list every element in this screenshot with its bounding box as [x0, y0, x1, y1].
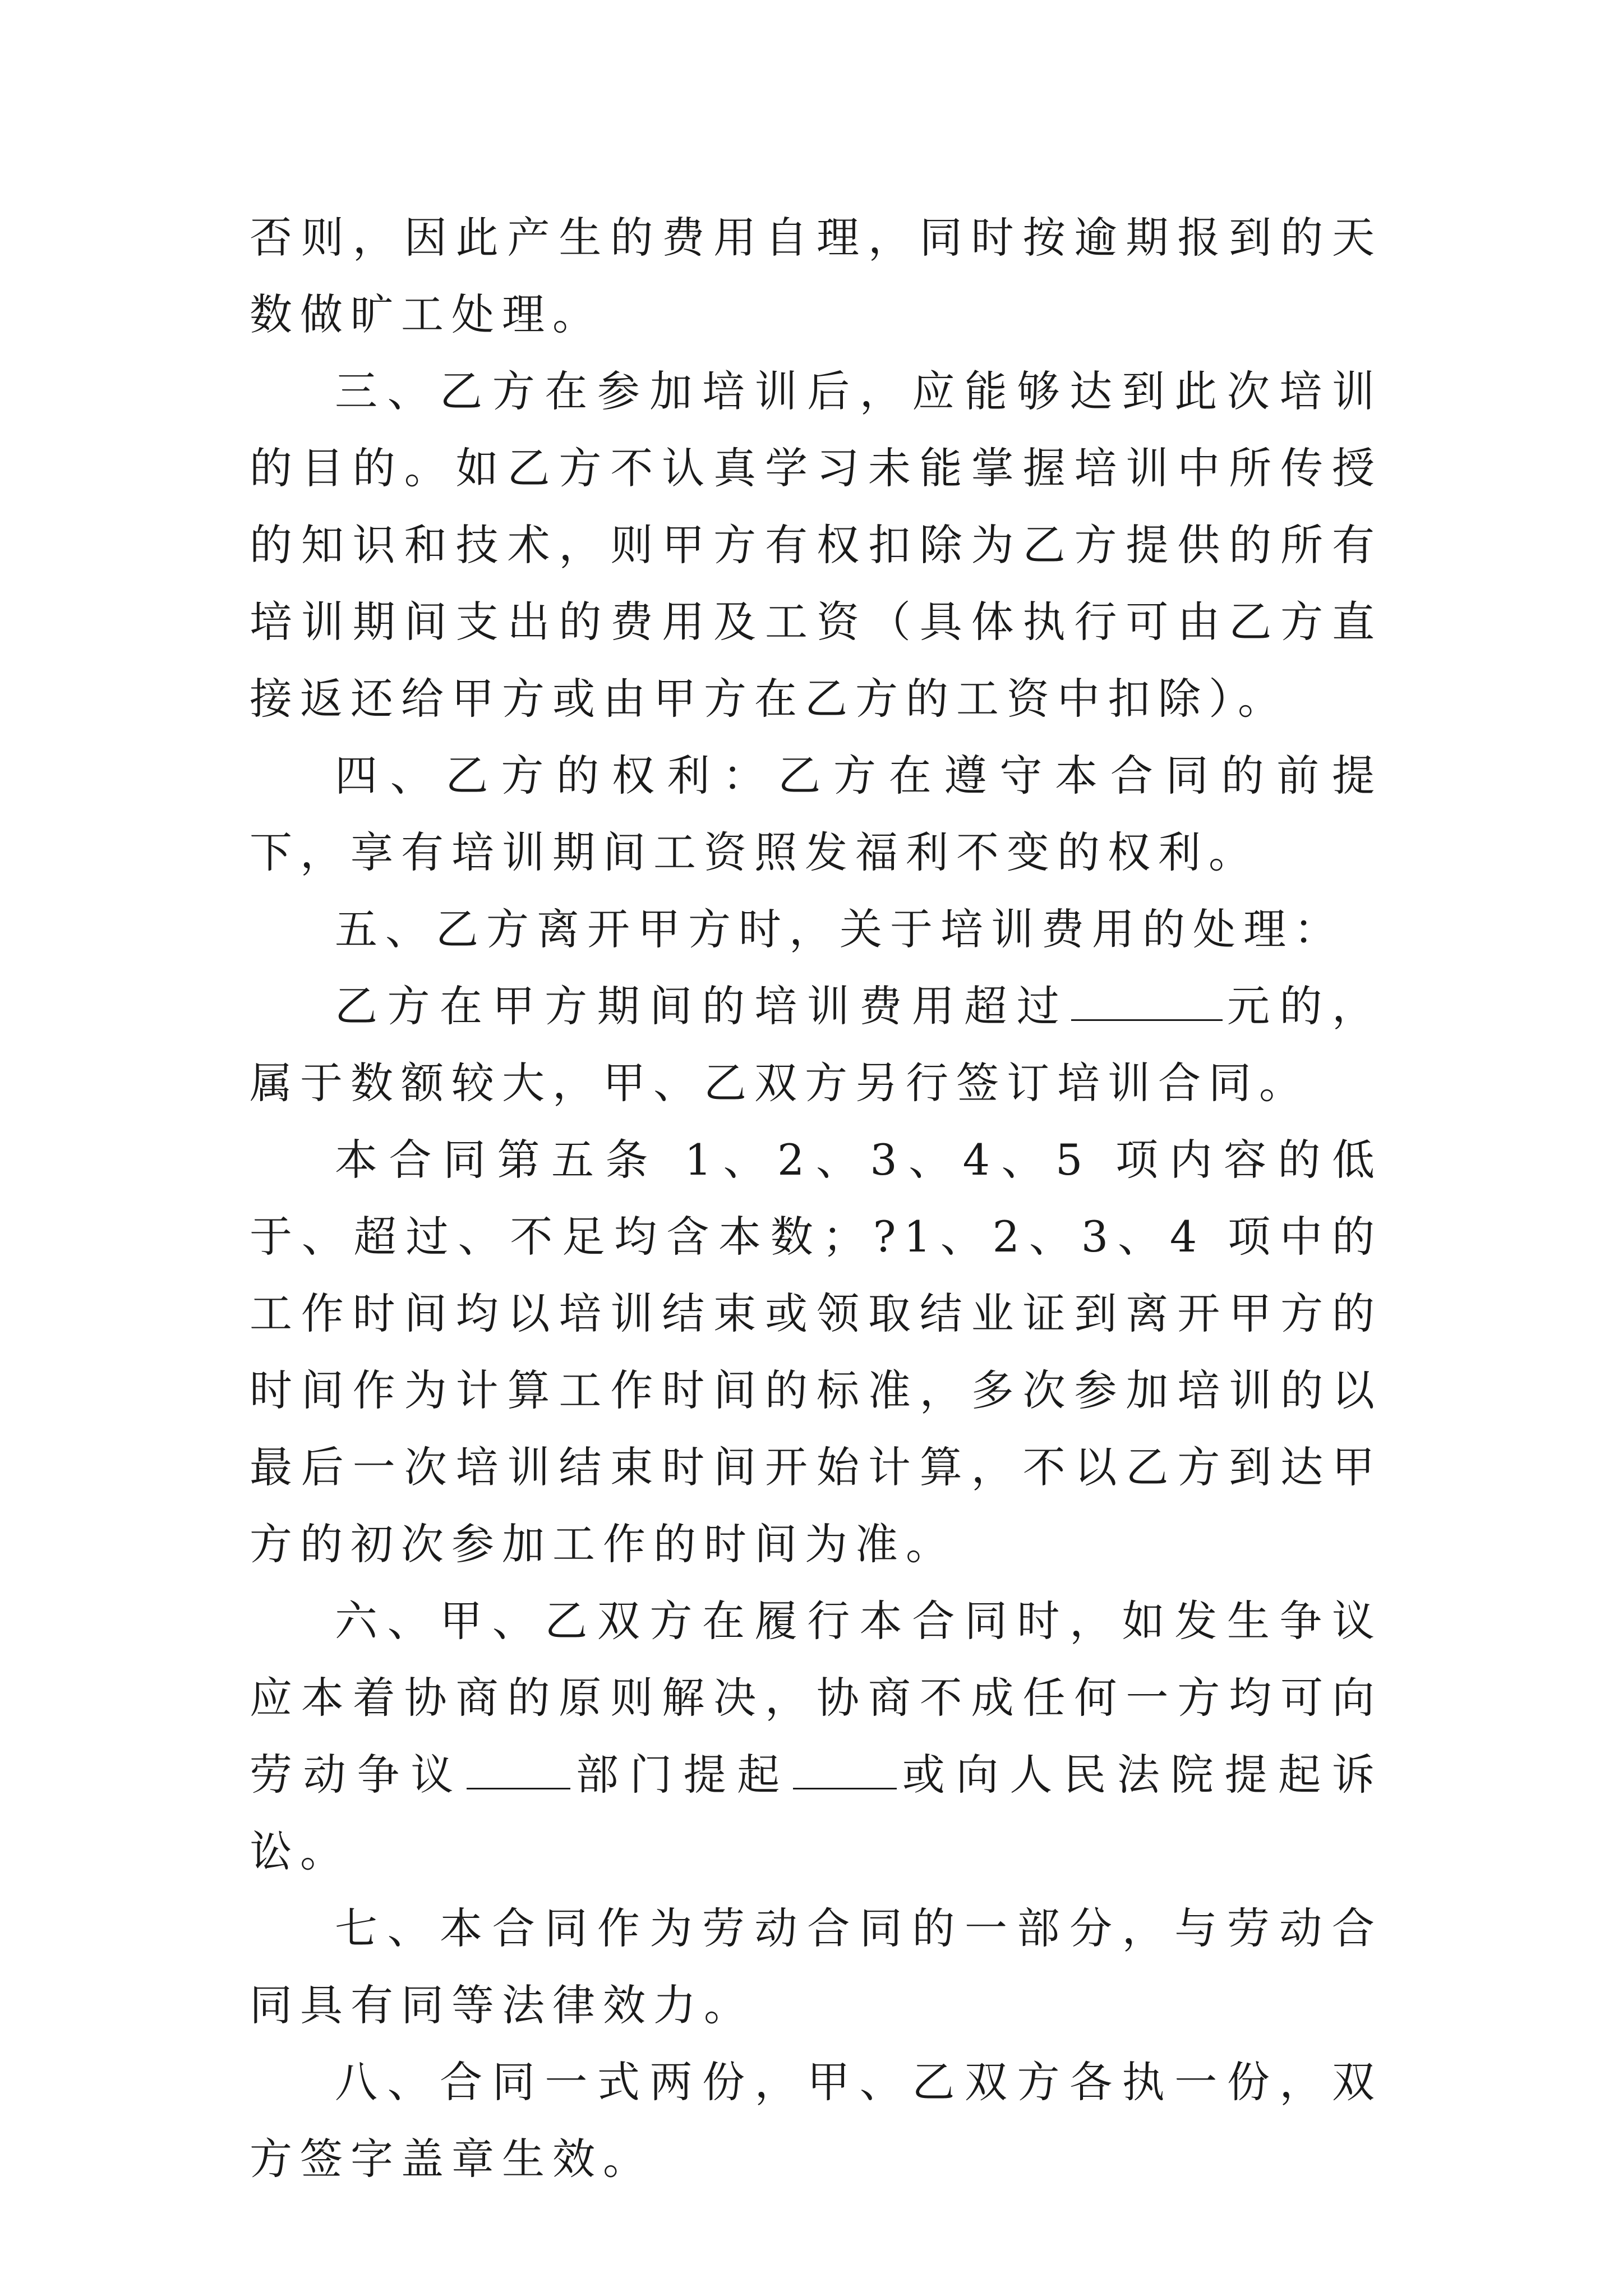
clause-six-text-a: 六、甲、乙双方在履行本合同时，如发生争议应本着协商的原则解决，协商不成任何一方均可向劳动争议	[250, 1596, 1382, 1800]
clause-five-amount-text-a: 乙方在甲方期间的培训费用超过	[335, 981, 1069, 1031]
clause-five-amount-text-b: 元的，属于数额较大，甲、乙双方另行签订培训合同。	[250, 981, 1383, 1108]
clause-five: 五、乙方离开甲方时，关于培训费用的处理：	[335, 904, 1344, 954]
clause-eight: 八、合同一式两份，甲、乙双方各执一份，双方签字盖章生效。	[250, 2057, 1382, 2184]
paragraph-continuation: 否则，因此产生的费用自理，同时按逾期报到的天数做旷工处理。	[250, 213, 1382, 339]
clause-six-text-c: 或向人民法院提起诉讼。	[250, 1750, 1383, 1876]
clause-seven: 七、本合同作为劳动合同的一部分，与劳动合同具有同等法律效力。	[250, 1903, 1382, 2030]
clause-six-text-b: 部门提起	[573, 1750, 791, 1800]
clause-five-amount	[250, 968, 1382, 1121]
clause-six	[250, 1582, 1382, 1890]
dispute-department-blank	[467, 1749, 570, 1789]
amount-blank-field	[1071, 980, 1223, 1021]
clause-five-notes: 本合同第五条 1、2、3、4、5 项内容的低于、超过、不足均含本数；?1、2、3、4 项中的工作时间均以培训结束或领取结业证到离开甲方的时间作为计算工作时间的标准，多次参加培训的以最后一次培训结束时间开始计算，不以乙方到达甲方的初次参加工作的时间为准。	[250, 1135, 1382, 1569]
document-page	[250, 199, 1382, 2197]
clause-three: 三、乙方在参加培训后，应能够达到此次培训的目的。如乙方不认真学习未能掌握培训中所传授的知识和技术，则甲方有权扣除为乙方提供的所有培训期间支出的费用及工资（具体执行可由乙方直接返还给甲方或由甲方在乙方的工资中扣除）。	[250, 366, 1382, 724]
clause-four: 四、乙方的权利：乙方在遵守本合同的前提下，享有培训期间工资照发福利不变的权利。	[250, 751, 1382, 877]
dispute-action-blank	[793, 1749, 897, 1789]
